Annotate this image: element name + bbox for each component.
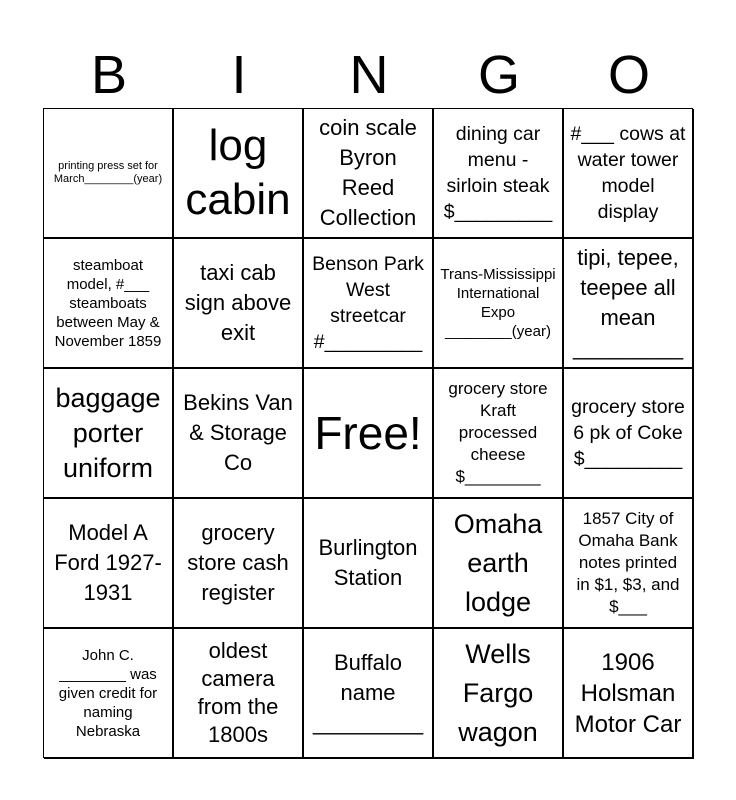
cell-text: dining car menu - sirloin steak $_________ xyxy=(443,123,553,223)
bingo-cell[interactable] xyxy=(434,629,564,759)
bingo-cell[interactable] xyxy=(304,239,434,369)
cell-text: 1906 Holsman Motor Car xyxy=(574,648,682,738)
bingo-cell[interactable] xyxy=(174,239,304,369)
free-space[interactable] xyxy=(304,369,434,499)
cell-text: baggage porter uniform xyxy=(55,382,161,483)
bingo-cell[interactable] xyxy=(44,369,174,499)
cell-text: Model A Ford 1927-1931 xyxy=(54,520,162,605)
bingo-cell[interactable] xyxy=(304,109,434,239)
cell-text: steamboat model, #___ steamboats between May & November 1859 xyxy=(54,256,162,350)
bingo-cell[interactable] xyxy=(564,629,694,759)
header-letter-n: N xyxy=(349,45,389,105)
bingo-cell[interactable] xyxy=(174,109,304,239)
cell-text: log cabin xyxy=(185,121,291,224)
bingo-cell[interactable] xyxy=(44,629,174,759)
cell-text: #___ cows at water tower model display xyxy=(570,123,686,223)
header-letter-b: B xyxy=(90,45,128,105)
bingo-cell[interactable] xyxy=(44,239,174,369)
bingo-cell[interactable] xyxy=(304,499,434,629)
bingo-grid xyxy=(43,108,693,758)
bingo-cell[interactable] xyxy=(434,499,564,629)
bingo-header xyxy=(44,44,694,106)
bingo-cell[interactable] xyxy=(434,239,564,369)
cell-text: grocery store 6 pk of Coke $_________ xyxy=(571,396,685,470)
cell-text: Bekins Van & Storage Co xyxy=(183,390,293,475)
bingo-cell[interactable] xyxy=(434,369,564,499)
cell-text: grocery store Kraft processed cheese $________ xyxy=(448,379,548,486)
bingo-cell[interactable] xyxy=(304,629,434,759)
bingo-cell[interactable] xyxy=(174,629,304,759)
bingo-cell[interactable] xyxy=(564,109,694,239)
cell-text: taxi cab sign above exit xyxy=(184,260,292,345)
cell-text: Wells Fargo wagon xyxy=(458,638,538,747)
bingo-cell[interactable] xyxy=(44,109,174,239)
cell-text: printing press set for March________(year) xyxy=(53,160,163,185)
bingo-cell[interactable] xyxy=(174,369,304,499)
bingo-cell[interactable] xyxy=(564,239,694,369)
header-letter-g: G xyxy=(477,45,520,105)
bingo-cell[interactable] xyxy=(44,499,174,629)
cell-text: Omaha earth lodge xyxy=(453,508,543,617)
cell-text: grocery store cash register xyxy=(187,520,289,605)
cell-text: oldest camera from the 1800s xyxy=(197,638,279,747)
cell-text: Buffalo name _________ xyxy=(312,650,424,735)
cell-text: coin scale Byron Reed Collection xyxy=(319,115,417,230)
cell-text: tipi, tepee, teepee all mean _________ xyxy=(572,245,684,360)
header-letter-o: O xyxy=(607,45,650,105)
bingo-cell[interactable] xyxy=(564,499,694,629)
header-letter-i: I xyxy=(231,45,247,105)
bingo-cell[interactable] xyxy=(564,369,694,499)
cell-text: Benson Park West streetcar #_________ xyxy=(312,253,424,353)
cell-text: 1857 City of Omaha Bank notes printed in $1, $3, and $___ xyxy=(576,509,680,616)
cell-text: Trans-Mississippi International Expo ________(year) xyxy=(440,266,556,340)
bingo-cell[interactable] xyxy=(174,499,304,629)
cell-text: John C. ________ was given credit for naming Nebraska xyxy=(58,646,158,740)
cell-text: Burlington Station xyxy=(318,535,418,590)
free-space-label: Free! xyxy=(314,407,422,459)
bingo-cell[interactable] xyxy=(434,109,564,239)
